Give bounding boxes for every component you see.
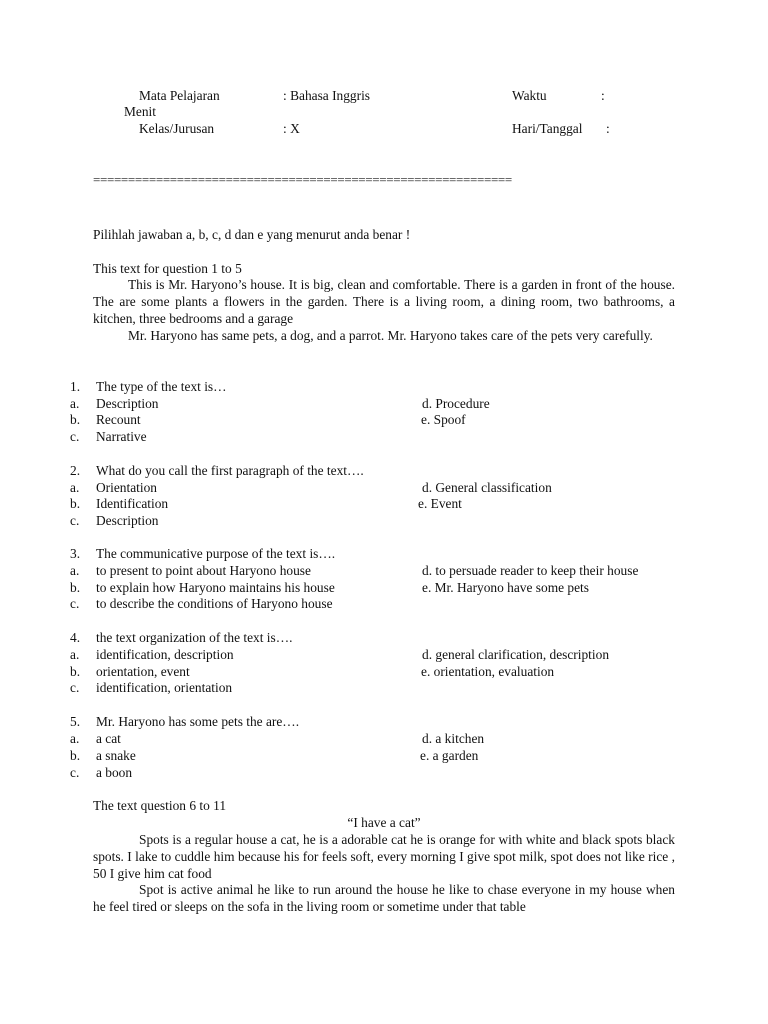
question-text: The type of the text is… [96,379,227,394]
passage2-title: “I have a cat” [347,815,421,830]
option-letter: b. [70,580,81,595]
subject-label: Mata Pelajaran [139,88,220,103]
time-unit: Menit [124,104,156,119]
passage1-intro: This text for question 1 to 5 [93,261,242,276]
question-number: 1. [70,379,81,394]
question-text: What do you call the first paragraph of the text…. [96,463,364,478]
option-letter: b. [70,664,81,679]
passage1-paragraph1: This is Mr. Haryono’s house. It is big, clean and comfortable. There is a garden in front of the house. The are some plants a flowers in the garden. There is a living room, a dining room, two bathrooms, a kitchen, three bedrooms and a garage [93,277,675,326]
option-right: d. General classification [422,480,552,495]
option-text: Description [96,396,159,411]
option-text: a boon [96,765,133,780]
passage2-intro: The text question 6 to 11 [93,798,227,813]
option-letter: a. [70,480,80,495]
option-letter: c. [70,513,80,528]
option-text: Recount [96,412,141,427]
option-text: Identification [96,496,169,511]
option-text: identification, description [96,647,234,662]
option-text: Orientation [96,480,157,495]
option-right: d. general clarification, description [422,647,610,662]
date-colon: : [606,121,610,136]
question-text: The communicative purpose of the text is…. [96,546,336,561]
option-right: e. Spoof [421,412,466,427]
option-right: d. a kitchen [422,731,485,746]
option-text: to present to point about Haryono house [96,563,311,578]
option-letter: c. [70,765,80,780]
option-text: to describe the conditions of Haryono house [96,596,333,611]
question-text: the text organization of the text is…. [96,630,293,645]
option-right: d. Procedure [422,396,490,411]
passage2-paragraph1: Spots is a regular house a cat, he is a adorable cat he is orange for with white and black spots black spots. I lake to cuddle him because his for feels soft, every morning I give spot milk, spot does not like rice , 50 I give him cat food [93,832,675,881]
option-right: e. Event [418,496,462,511]
passage2-paragraph2: Spot is active animal he like to run around the house he like to chase everyone in my house when he feel tired or sleeps on the sofa in the living room or sometime under that table [93,882,675,914]
option-text: Narrative [96,429,147,444]
date-label: Hari/Tanggal [512,121,583,136]
option-text: Description [96,513,159,528]
class-label: Kelas/Jurusan [139,121,215,136]
passage1-paragraph2: Mr. Haryono has same pets, a dog, and a parrot. Mr. Haryono takes care of the pets very carefully. [128,328,653,343]
question-text: Mr. Haryono has some pets the are…. [96,714,300,729]
time-label: Waktu [512,88,547,103]
option-letter: a. [70,647,80,662]
option-letter: c. [70,429,80,444]
option-text: a cat [96,731,121,746]
instruction-text: Pilihlah jawaban a, b, c, d dan e yang menurut anda benar ! [93,227,411,242]
option-letter: a. [70,731,80,746]
option-letter: b. [70,496,81,511]
option-letter: b. [70,748,81,763]
option-text: to explain how Haryono maintains his house [96,580,335,595]
question-number: 3. [70,546,81,561]
option-letter: c. [70,680,80,695]
option-right: d. to persuade reader to keep their house [422,563,639,578]
option-letter: a. [70,396,80,411]
option-right: e. orientation, evaluation [421,664,555,679]
class-value: : X [283,121,300,136]
time-colon: : [601,88,605,103]
option-letter: b. [70,412,81,427]
option-letter: a. [70,563,80,578]
option-text: identification, orientation [96,680,233,695]
question-number: 2. [70,463,81,478]
option-text: orientation, event [96,664,190,679]
option-right: e. a garden [420,748,479,763]
question-number: 4. [70,630,81,645]
option-letter: c. [70,596,80,611]
subject-value: : Bahasa Inggris [283,88,371,103]
option-right: e. Mr. Haryono have some pets [422,580,589,595]
option-text: a snake [96,748,136,763]
question-number: 5. [70,714,81,729]
separator-line: ============================================================ [93,172,512,187]
